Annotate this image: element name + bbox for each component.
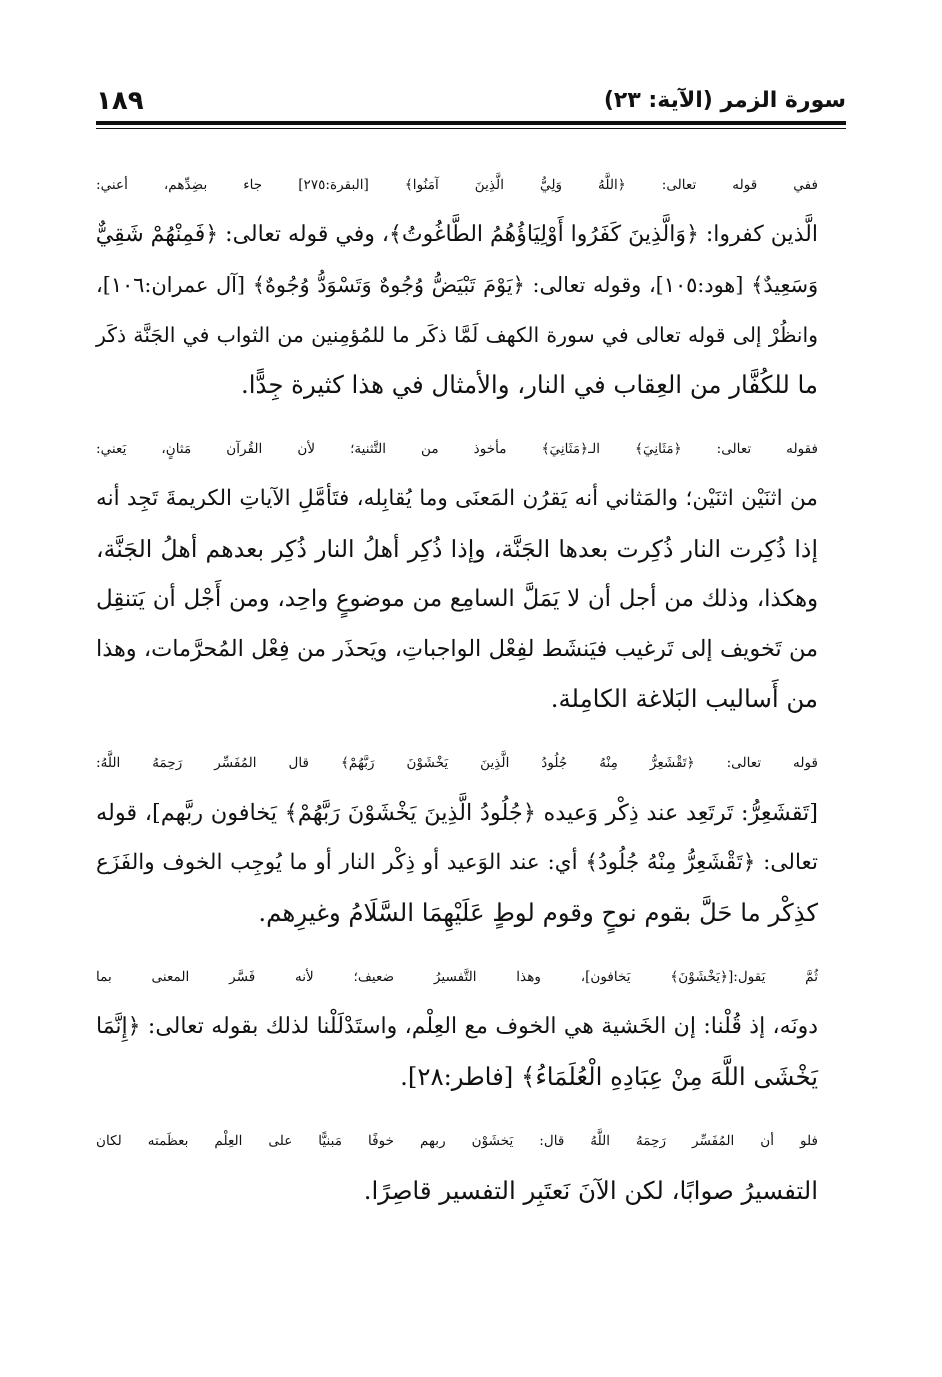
text-line: من اثنَيْن اثنَيْن؛ والمَثاني أنه يَقرُن المَعنَى وما يُقابِله، فتَأمَّلِ الآياتِ الكريمةَ تَجِد أنه (96, 486, 818, 511)
page-body (96, 160, 846, 1230)
text-line: إذا ذُكِرت النار ذُكِرت بعدها الجَنَّة، وإذا ذُكِر أهلُ النار ذُكِر بعدهم أهلُ الجَنَّة، (96, 535, 818, 563)
text-line: دونَه، إذ قُلْنا: إن الخَشية هي الخوف مع العِلْم، واستَدْلَلْنا لذلك بقوله تعالى: ﴿إِنَّمَا (96, 1014, 818, 1039)
text-line: وانظُرْ إلى قوله تعالى في سورة الكهف لَمَّا ذكَر ما للمُؤمِنين من الثواب في الجَنَّة ذكَر (96, 323, 818, 347)
text-line: ففي قوله تعالى: ﴿اللَّهُ وَلِيُّ الَّذِينَ آمَنُوا﴾ [البقرة:٢٧٥] جاء بضِدِّهم، أعني: (96, 177, 818, 193)
text-line: فلو أن المُفَسِّر رَحِمَهُ اللَّهُ قال: يَخشَوْن ربهم خوفًا مَبنيًّا على العِلْم بعظَمته لكان (96, 1133, 818, 1149)
text-line: قوله تعالى: ﴿تَقْشَعِرُّ مِنْهُ جُلُودُ الَّذِينَ يَخْشَوْنَ رَبَّهُمْ﴾ قال المُفَسِّر رَحِمَهُ اللَّهُ: (96, 755, 818, 771)
header-rule-thick (96, 121, 846, 125)
text-line: يَخْشَى اللَّهَ مِنْ عِبَادِهِ الْعُلَمَاءُ﴾ [فاطر:٢٨]. (400, 1062, 818, 1091)
text-line: فقوله تعالى: ﴿مَثَانِيَ﴾ الـ﴿مَثَانِيَ﴾ مأخوذ من التَّثنية؛ لأن القُرآن مَثانٍ، يَعني: (96, 441, 818, 457)
header-rule-thin (96, 128, 846, 129)
running-title: سورة الزمر (الآية: ٢٣) (603, 88, 846, 113)
text-line: ثُمَّ يَقول:[﴿يَخْشَوْنَ﴾ يَخافون]، وهذا التَّفسيرُ ضعيف؛ لأنه فَسَّر المعنى بما (96, 969, 818, 985)
text-line: ما للكُفَّار من العِقاب في النار، والأمثال في هذا كثيرة جِدًّا. (241, 370, 818, 399)
paragraph-5 (96, 1116, 846, 1216)
paragraph-2 (96, 424, 846, 724)
text-line: الَّذين كفروا: ﴿وَالَّذِينَ كَفَرُوا أَوْلِيَاؤُهُمُ الطَّاغُوتُ﴾، وفي قوله تعالى: ﴿فَمِنْهُمْ شَقِيٌّ (95, 222, 818, 247)
text-line: التفسيرُ صوابًا، لكن الآنَ نَعتَبِر التفسير قاصِرًا. (363, 1176, 818, 1205)
paragraph-3 (96, 738, 846, 938)
text-line: وَسَعِيدٌ﴾ [هود:١٠٥]، وقوله تعالى: ﴿يَوْمَ تَبْيَضُّ وُجُوهٌ وَتَسْوَدُّ وُجُوهٌ﴾ [آل عمران:١٠٦]، (96, 273, 818, 297)
page-number: ١٨٩ (96, 86, 144, 116)
paragraph-4 (96, 952, 846, 1102)
text-line: [تَقشَعِرُّ: تَرتَعِد عند ذِكْر وَعيده ﴿جُلُودُ الَّذِينَ يَخْشَوْنَ رَبَّهُمْ﴾ يَخافون ربَّهم]، قوله (96, 800, 818, 826)
text-line: وهكذا، وذلك من أجل أن لا يَمَلَّ السامِع من موضوعٍ واحِد، ومن أَجْل أن يَتنقِل (96, 586, 818, 612)
text-line: من تَخويف إلى تَرغيب فيَنشَط لفِعْل الواجباتِ، ويَحذَر من فِعْل المُحرَّمات، وهذا (96, 636, 818, 662)
text-line: تعالى: ﴿تَقْشَعِرُّ مِنْهُ جُلُودُ﴾ أي: عند الوَعيد أو ذِكْر النار أو ما يُوجِب الخوف والفَزَع (96, 850, 818, 875)
page-header (96, 86, 846, 120)
paragraph-1 (96, 160, 846, 410)
text-line: كذِكْر ما حَلَّ بقوم نوحٍ وقوم لوطٍ عَلَيْهِمَا السَّلَامُ وغيرِهم. (258, 898, 818, 927)
text-line: من أَساليب البَلاغة الكامِلة. (550, 684, 818, 713)
